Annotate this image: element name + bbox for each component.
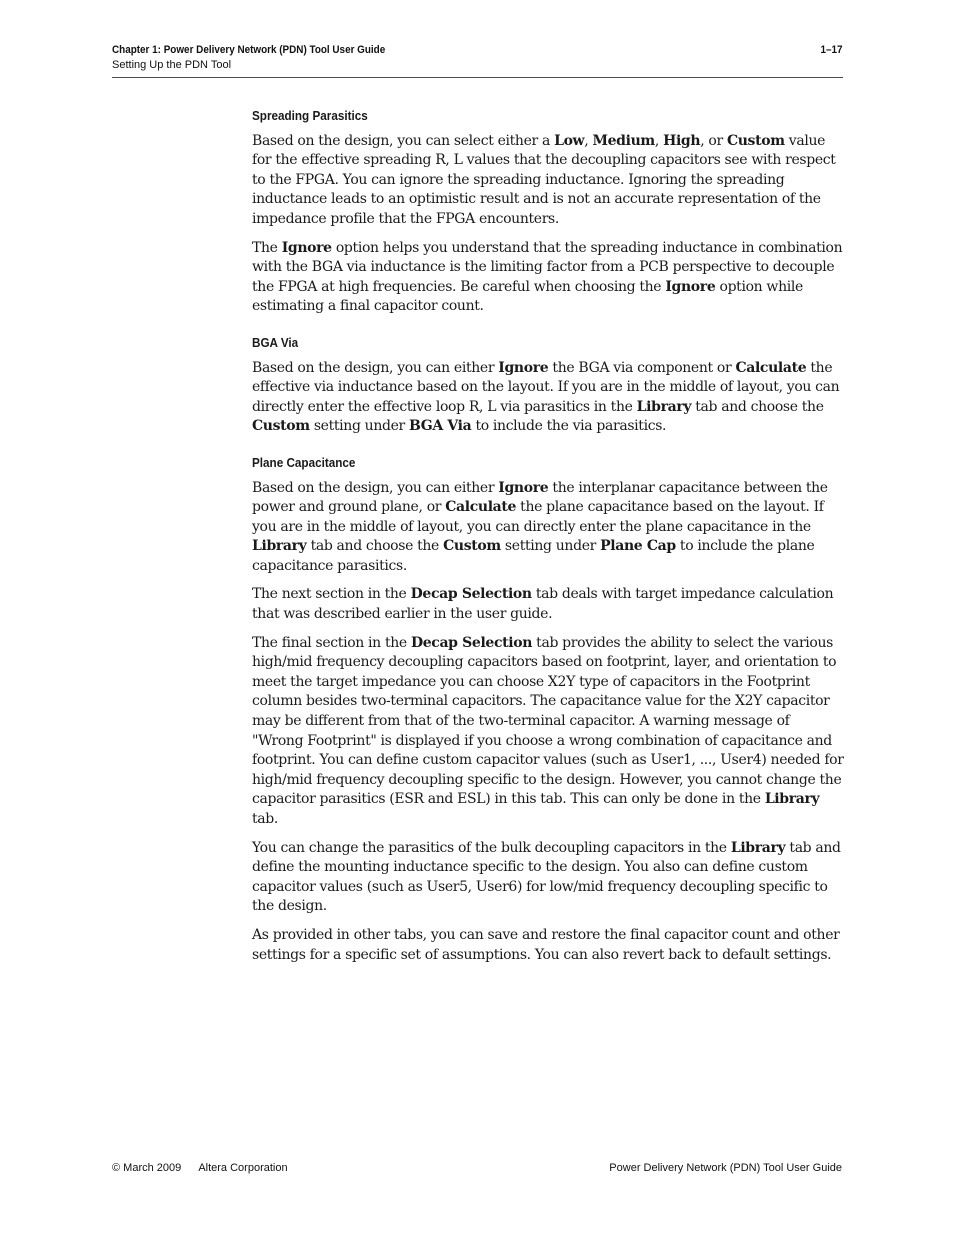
bold-term: High bbox=[663, 132, 701, 149]
header-rule bbox=[112, 77, 843, 78]
bold-term: Ignore bbox=[665, 278, 716, 295]
paragraph: Based on the design, you can either Ignore the BGA via component or Calculate the effective via inductance based on the layout. If you are in the middle of layout, you can directly enter the effective loop R, L via parasitics in the Library tab and choose the Custom setting under BGA Via to include the via parasitics. bbox=[252, 359, 840, 435]
paragraph: The next section in the Decap Selection tab deals with target impedance calculation that was described earlier in the user guide. bbox=[252, 586, 834, 623]
bold-term: Library bbox=[764, 791, 820, 808]
bold-term: Ignore bbox=[281, 239, 332, 256]
bold-term: Library bbox=[252, 538, 307, 555]
footer-company: Altera Corporation bbox=[198, 1162, 288, 1174]
paragraph: Based on the design, you can select either a Low, Medium, High, or Custom value for the effective spreading R, L values that the decoupling capacitors see with respect to the FPGA. You can ignore the spreading inductance. Ignoring the spreading inductance leads to an optimistic result and is not an accurate representation of the impedance profile that the FPGA encounters. bbox=[252, 132, 836, 227]
section-heading: Spreading Parasitics bbox=[252, 108, 368, 123]
bold-term: Library bbox=[730, 839, 786, 856]
section-spreading-parasitics bbox=[252, 106, 844, 317]
body-content bbox=[252, 106, 844, 981]
bold-term: Plane Cap bbox=[600, 538, 676, 555]
bold-term: Calculate bbox=[445, 499, 517, 516]
bold-term: Library bbox=[636, 398, 692, 415]
footer-copyright: © March 2009 bbox=[112, 1162, 182, 1174]
page-header bbox=[112, 43, 842, 73]
page-footer bbox=[112, 1162, 842, 1174]
bold-term: Ignore bbox=[498, 479, 549, 496]
paragraph: You can change the parasitics of the bulk decoupling capacitors in the Library tab and define the mounting inductance specific to the design. You also can define custom capacitor values (such as User5, User6) for low/mid frequency decoupling specific to the design. bbox=[252, 839, 841, 915]
bold-term: Custom bbox=[443, 538, 501, 555]
bold-term: Custom bbox=[252, 418, 310, 435]
paragraph: As provided in other tabs, you can save and restore the final capacitor count and other settings for a specific set of assumptions. You can also revert back to default settings. bbox=[252, 926, 840, 963]
bold-term: Low bbox=[554, 132, 585, 149]
paragraph: The final section in the Decap Selection tab provides the ability to select the various high/mid frequency decoupling capacitors based on footprint, layer, and orientation to meet the target impedance you can choose X2Y type of capacitors in the Footprint column besides two-terminal capacitors. The capacitance value for the X2Y capacitor may be different from that of the two-terminal capacitor. A warning message of "Wrong Footprint" is displayed if you choose a wrong combination of capacitance and footprint. You can define custom capacitor values (such as User1, ..., User4) needed for high/mid frequency decoupling specific to the design. However, you cannot change the capacitor parasitics (ESR and ESL) in this tab. This can only be done in the Library tab. bbox=[252, 634, 844, 827]
bold-term: Ignore bbox=[498, 359, 549, 376]
bold-term: Decap Selection bbox=[410, 586, 532, 603]
section-heading: BGA Via bbox=[252, 334, 299, 350]
page-number: 1–17 bbox=[819, 44, 842, 56]
bold-term: Decap Selection bbox=[410, 634, 533, 651]
bold-term: Custom bbox=[726, 132, 785, 149]
bold-term: Calculate bbox=[735, 359, 807, 376]
paragraph: Based on the design, you can either Ignore the interplanar capacitance between the power and ground plane, or Calculate the plane capacitance based on the layout. If you are in the middle of layout, you can directly enter the plane capacitance in the Library tab and choose the Custom setting under Plane Cap to include the plane capacitance parasitics. bbox=[252, 479, 828, 574]
section-plane-capacitance bbox=[252, 453, 844, 965]
chapter-title: Chapter 1: Power Delivery Network (PDN) Tool User Guide bbox=[112, 44, 386, 56]
bold-term: BGA Via bbox=[409, 418, 472, 435]
bold-term: Medium bbox=[592, 132, 655, 149]
section-heading: Plane Capacitance bbox=[252, 454, 356, 470]
section-title: Setting Up the PDN Tool bbox=[112, 59, 232, 71]
paragraph: The Ignore option helps you understand that the spreading inductance in combination with the BGA via inductance is the limiting factor from a PCB perspective to decouple the FPGA at high frequencies. Be careful when choosing the Ignore option while estimating a final capacitor count. bbox=[252, 239, 843, 315]
footer-guide-title: Power Delivery Network (PDN) Tool User Guide bbox=[609, 1162, 842, 1174]
section-bga-via bbox=[252, 333, 844, 437]
